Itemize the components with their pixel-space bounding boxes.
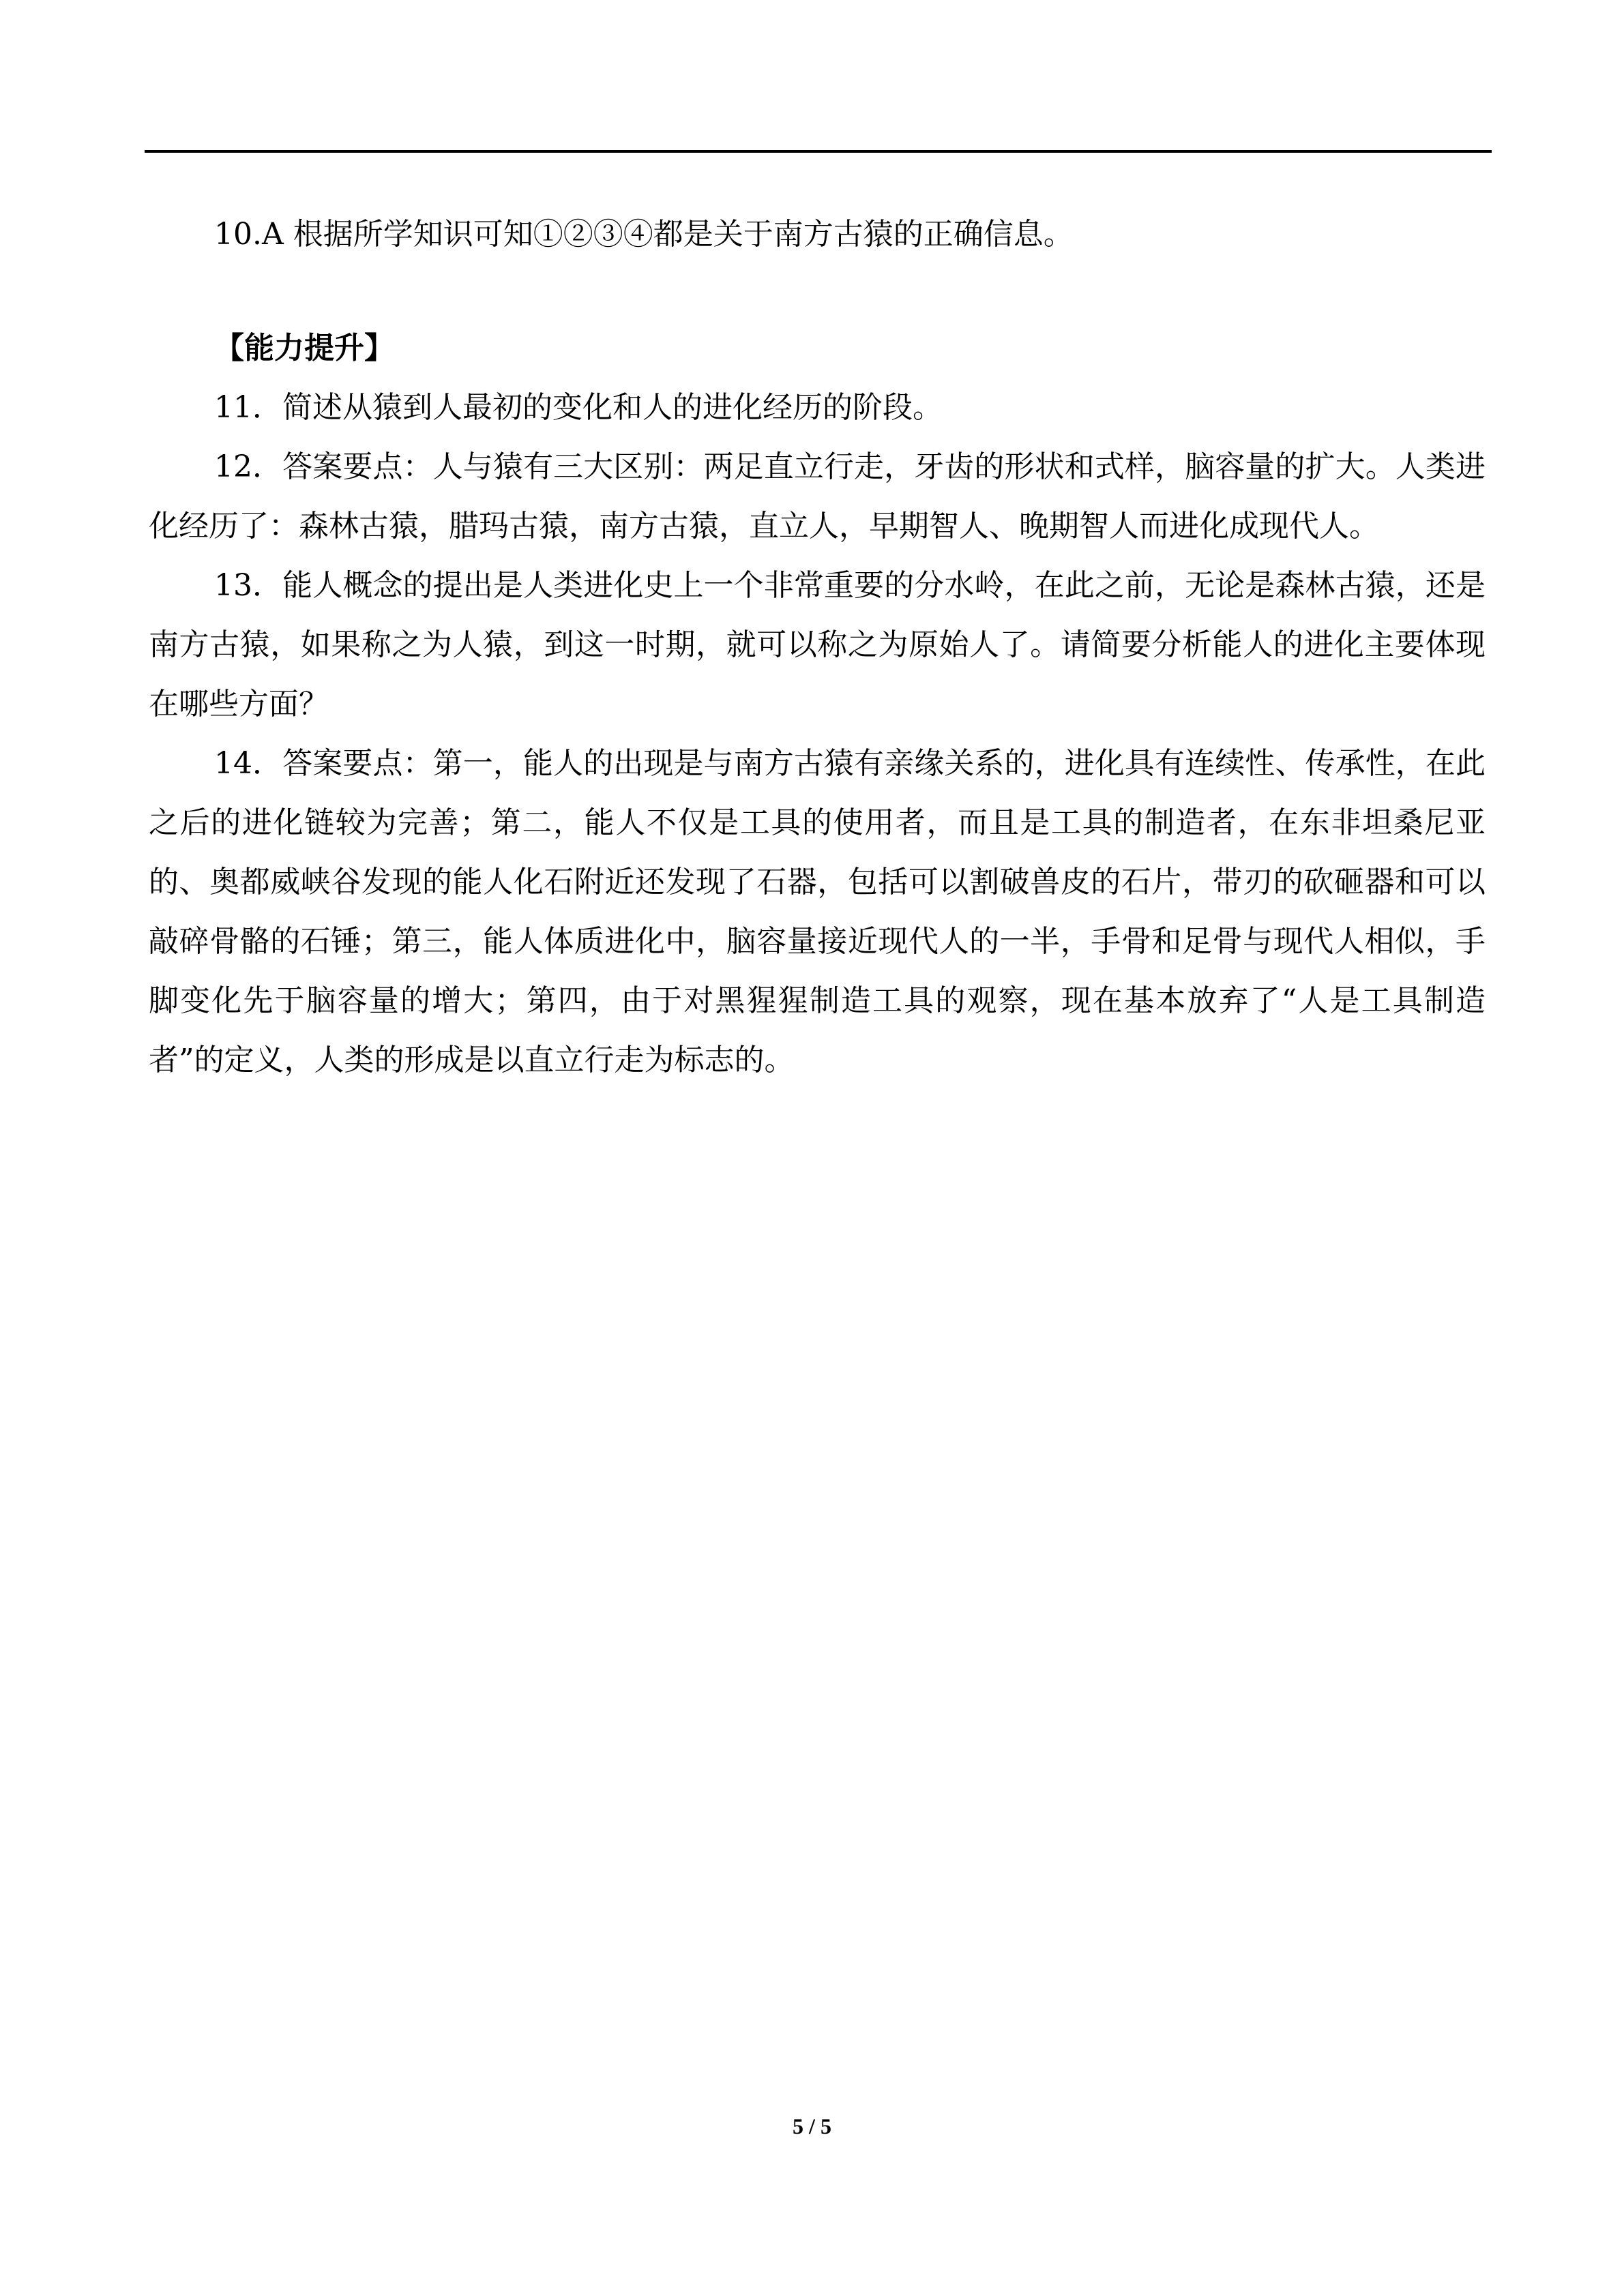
answer-12: 12．答案要点：人与猿有三大区别：两足直立行走，牙齿的形状和式样，脑容量的扩大。人类进化经历了：森林古猿，腊玛古猿，南方古猿，直立人，早期智人、晚期智人而进化成现代人。 (149, 449, 1486, 543)
answer-14: 14．答案要点：第一，能人的出现是与南方古猿有亲缘关系的，进化具有连续性、传承性，在此之后的进化链较为完善；第二，能人不仅是工具的使用者，而且是工具的制造者，在东非坦桑尼亚的、奥都威峡谷发现的能人化石附近还发现了石器，包括可以割破兽皮的石片，带刃的砍砸器和可以敲碎骨骼的石锤；第三，能人体质进化中，脑容量接近现代人的一半，手骨和足骨与现代人相似，手脚变化先于脑容量的增大；第四，由于对黑猩猩制造工具的观察，现在基本放弃了“人是工具制造者”的定义，人类的形成是以直立行走为标志的。 (149, 746, 1486, 1077)
page-number: 5 / 5 (793, 2114, 831, 2138)
answer-10: 10.A 根据所学知识可知①②③④都是关于南方古猿的正确信息。 (214, 217, 1074, 252)
question-13: 13．能人概念的提出是人类进化史上一个非常重要的分水岭，在此之前，无论是森林古猿，还是南方古猿，如果称之为人猿，到这一时期，就可以称之为原始人了。请简要分析能人的进化主要体现在哪些方面？ (149, 568, 1486, 721)
document-body (149, 205, 1486, 1090)
header-rule (145, 150, 1492, 153)
question-11: 11．简述从猿到人最初的变化和人的进化经历的阶段。 (214, 390, 943, 425)
section-heading: 【能力提升】 (214, 331, 394, 366)
